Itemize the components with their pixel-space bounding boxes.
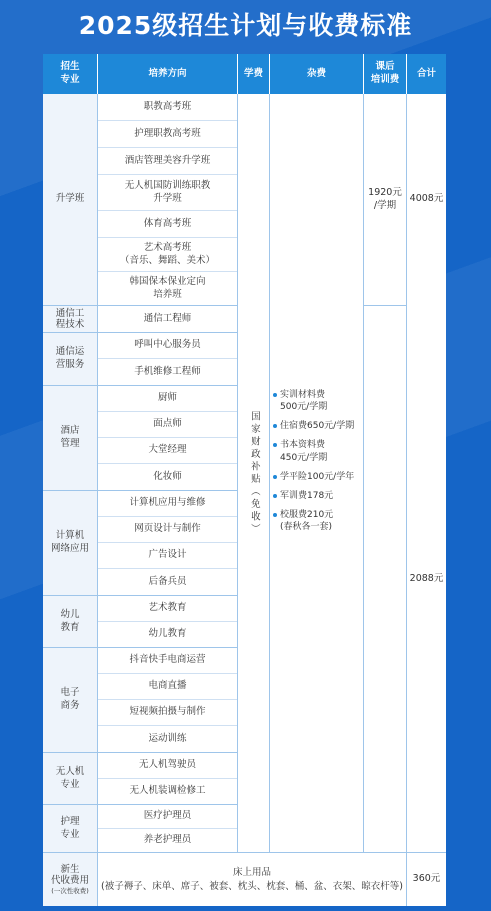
- group-ecommerce: [43, 648, 97, 752]
- group-telecom-eng-line1: 通信工: [55, 307, 85, 319]
- direction-row: 艺术教育: [98, 596, 237, 622]
- group-drone-line1: 无人机: [55, 765, 85, 777]
- misc-fee-line2: (春秋各一套): [280, 522, 333, 533]
- direction-row-line1: 韩国保本保业定向: [129, 276, 206, 288]
- direction-row-line2: 培养班: [153, 288, 182, 300]
- after-class-fee-line2: /学期: [373, 199, 397, 211]
- group-preschool: [43, 596, 97, 647]
- group-telecom-eng-line2: 程技术: [55, 319, 85, 330]
- direction-row: 抖音快手电商运营: [98, 648, 237, 674]
- direction-row-line1: 无人机国防训练职教: [124, 180, 211, 192]
- bedding-items: [98, 853, 406, 906]
- direction-row-line1: 艺术高考班: [143, 242, 192, 254]
- direction-row: 大堂经理: [98, 438, 237, 464]
- misc-fee-line2: 500元/学期: [280, 402, 328, 413]
- misc-fee-item: [272, 509, 376, 533]
- fee-table: [43, 54, 446, 906]
- group-telecom-ops-line2: 营服务: [55, 359, 85, 370]
- bullet-icon: [273, 513, 277, 517]
- group-hotel: [43, 386, 97, 490]
- group-preschool-line2: 教育: [60, 621, 80, 633]
- tuition-note: [238, 94, 269, 852]
- group-drone: [43, 753, 97, 804]
- direction-row: 职教高考班: [98, 94, 237, 121]
- direction-row: 护理职教高考班: [98, 121, 237, 148]
- direction-row-line2: 升学班: [153, 192, 182, 204]
- direction-row: [98, 272, 237, 305]
- total-others: 2088元: [409, 572, 444, 584]
- total-new-student: 360元: [412, 873, 441, 885]
- direction-row: [98, 238, 237, 272]
- misc-fee-line1: 学平险100元/学年: [280, 471, 355, 482]
- misc-fee-item: [272, 389, 376, 413]
- bullet-icon: [273, 443, 277, 447]
- misc-fee-item: [272, 420, 376, 432]
- page-title: 2025级招生计划与收费标准: [78, 11, 413, 40]
- group-telecom-eng: [43, 306, 97, 332]
- group-ecommerce-line2: 商务: [60, 700, 80, 711]
- direction-row: 养老护理员: [143, 834, 192, 846]
- direction-row: 计算机应用与维修: [98, 491, 237, 517]
- header-tuition: 学费: [238, 54, 269, 94]
- group-nursing-line2: 专业: [60, 828, 80, 840]
- header-major-line2: 专业: [60, 74, 80, 85]
- direction-row: 网页设计与制作: [98, 517, 237, 543]
- group-telecom-ops: [43, 333, 97, 385]
- after-class-fee: [364, 94, 406, 305]
- group-computer-line1: 计算机: [55, 530, 85, 542]
- direction-row: 短视频拍摄与制作: [98, 700, 237, 726]
- misc-fee-item: [272, 471, 376, 483]
- direction-row-line2: （音乐、舞蹈、美术）: [119, 254, 215, 266]
- bedding-items-detail: (被子褥子、床单、席子、被套、枕头、枕套、桶、盆、衣架、晾衣杆等): [101, 880, 403, 892]
- new-student-fee-label: [43, 853, 97, 906]
- header-misc: 杂费: [270, 54, 363, 94]
- direction-row: 面点师: [98, 412, 237, 438]
- new-student-label-line2: 代收费用: [50, 875, 89, 887]
- direction-row: 医疗护理员: [98, 805, 237, 829]
- direction-row: 电商直播: [98, 674, 237, 700]
- bullet-icon: [273, 475, 277, 479]
- header-total: 合计: [407, 54, 446, 94]
- group-upgrade: 升学班: [43, 94, 97, 305]
- direction-row: 手机维修工程师: [134, 365, 201, 377]
- header-major: [43, 54, 97, 94]
- direction-row: 后备兵员: [148, 575, 187, 587]
- group-ecommerce-line1: 电子: [60, 687, 80, 699]
- bullet-icon: [273, 424, 277, 428]
- header-after-line1: 课后: [375, 61, 395, 73]
- misc-fee-line1: 实训材料费: [280, 390, 326, 400]
- direction-row: 幼儿教育: [148, 628, 187, 640]
- total-upgrade: 4008元: [409, 193, 444, 205]
- direction-row: 呼叫中心服务员: [98, 333, 237, 359]
- direction-row: 体育高考班: [98, 211, 237, 238]
- bedding-items-title: 床上用品: [232, 867, 271, 879]
- misc-fee-line2: 450元/学期: [280, 452, 328, 463]
- misc-fee-line1: 校服费210元: [280, 509, 334, 520]
- header-after-line2: 培训费: [370, 74, 400, 85]
- group-nursing: [43, 805, 97, 852]
- group-nursing-line1: 护理: [60, 815, 80, 827]
- direction-row: [98, 175, 237, 211]
- direction-row: 通信工程师: [143, 312, 192, 324]
- after-class-fee-line1: 1920元: [368, 186, 402, 198]
- new-student-label-line1: 新生: [60, 863, 80, 875]
- group-computer: [43, 491, 97, 595]
- misc-fee-list: [272, 389, 376, 540]
- group-computer-line2: 网络应用: [50, 543, 89, 554]
- misc-fee-item: [272, 490, 376, 502]
- bullet-icon: [273, 393, 277, 397]
- direction-row: 广告设计: [98, 543, 237, 569]
- header-major-line1: 招生: [60, 61, 80, 73]
- misc-fee-line1: 军训费178元: [280, 490, 334, 501]
- bullet-icon: [273, 494, 277, 498]
- misc-fee-line1: 书本资料费: [280, 440, 326, 451]
- misc-fee-item: [272, 439, 376, 463]
- direction-row: 厨师: [98, 386, 237, 412]
- direction-row: 无人机装调检修工: [129, 785, 206, 797]
- group-drone-line2: 专业: [60, 778, 80, 790]
- group-hotel-line2: 管理: [60, 438, 80, 449]
- tuition-note-text: 国家财政补贴（免收）: [248, 410, 260, 536]
- misc-fee-line1: 住宿费650元/学期: [280, 421, 355, 432]
- new-student-label-line3: (一次性收费): [51, 887, 89, 896]
- group-hotel-line1: 酒店: [60, 425, 80, 437]
- group-telecom-ops-line1: 通信运: [55, 346, 85, 358]
- header-direction: 培养方向: [98, 54, 237, 94]
- direction-row: 无人机驾驶员: [98, 753, 237, 779]
- direction-row: 化妆师: [153, 470, 182, 482]
- group-preschool-line1: 幼儿: [60, 608, 80, 620]
- header-after-class: [364, 54, 406, 94]
- direction-row: 运动训练: [148, 732, 187, 744]
- direction-row: 酒店管理美容升学班: [98, 148, 237, 175]
